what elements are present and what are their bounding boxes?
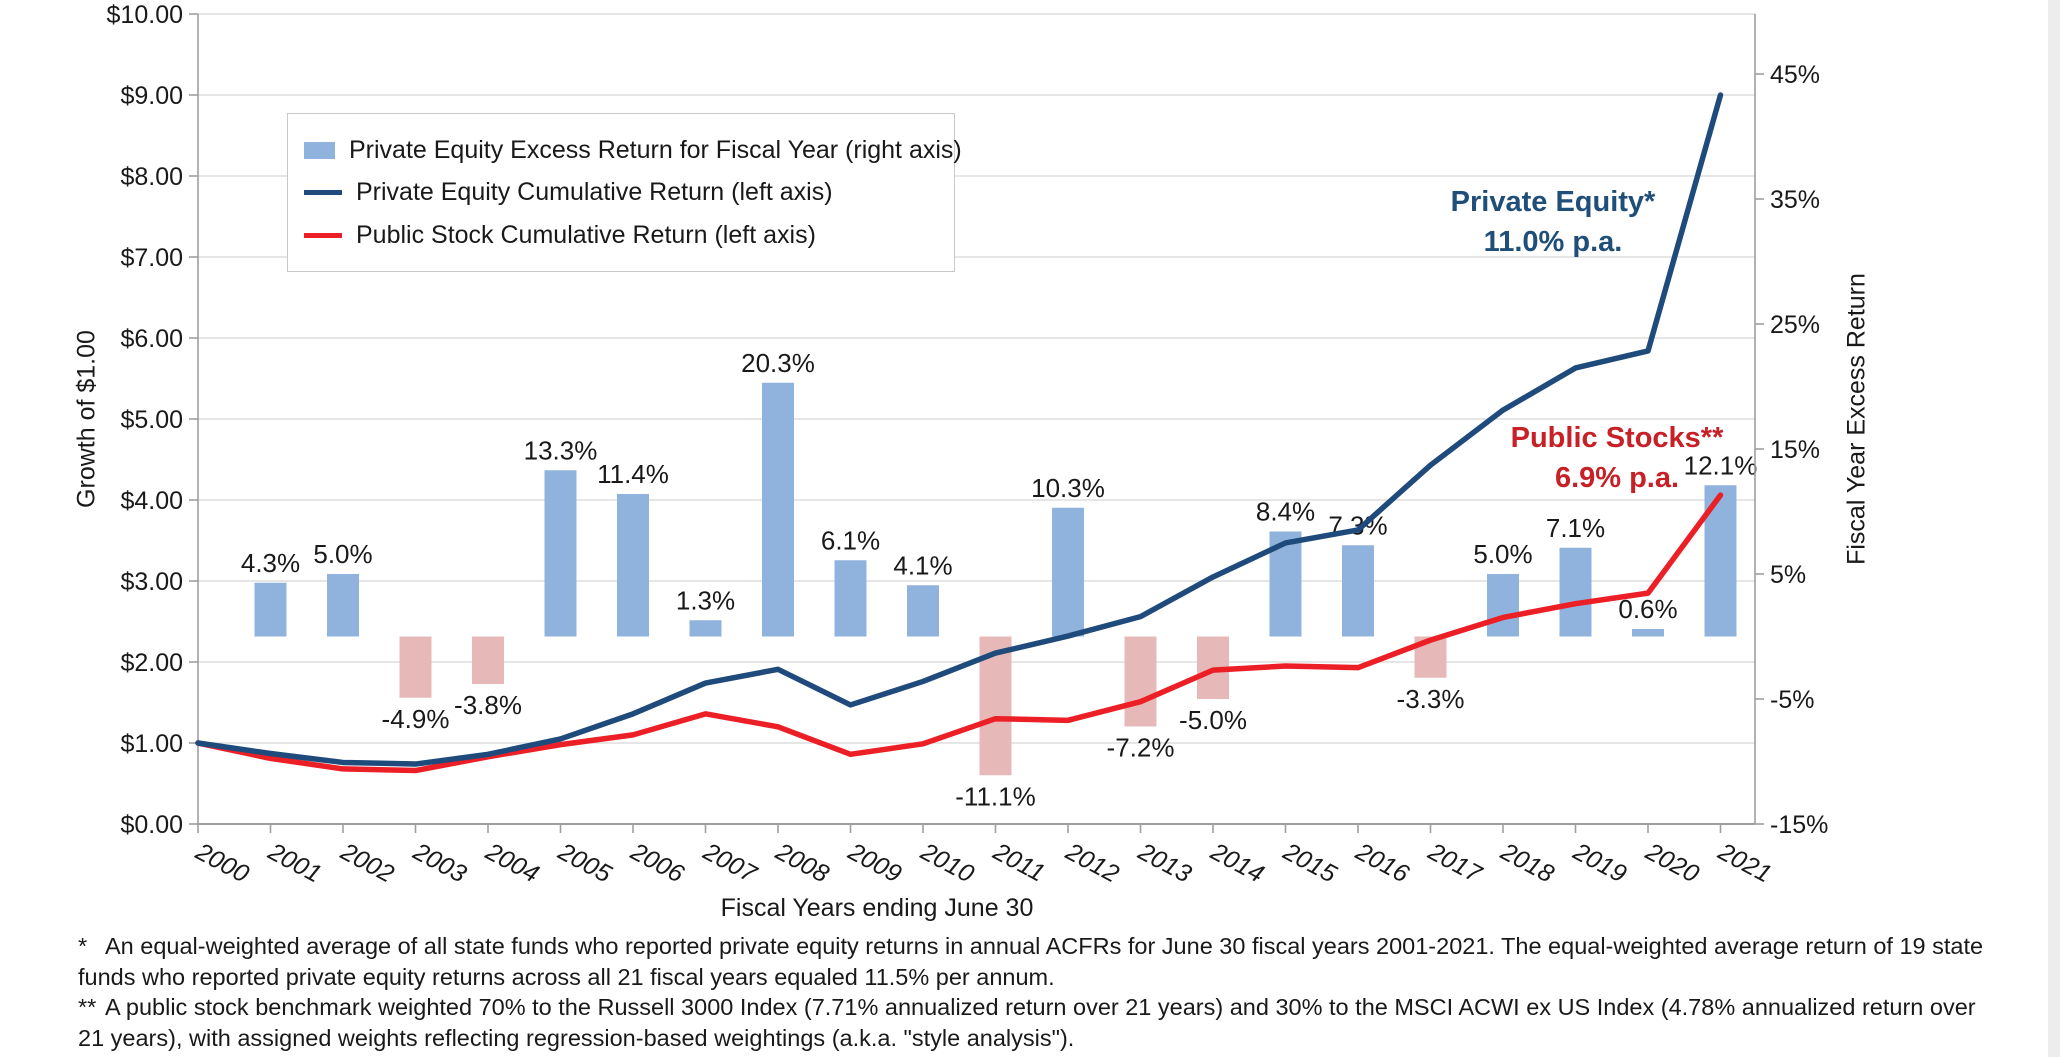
svg-text:2003: 2003	[408, 837, 471, 889]
svg-text:35%: 35%	[1770, 186, 1821, 214]
annotation-line: Private Equity*	[1450, 186, 1656, 218]
svg-text:1.3%: 1.3%	[675, 585, 736, 616]
svg-text:$0.00: $0.00	[120, 811, 183, 839]
svg-text:-5.0%: -5.0%	[1179, 705, 1247, 735]
svg-text:0.6%: 0.6%	[1618, 594, 1678, 624]
svg-text:$9.00: $9.00	[120, 82, 183, 110]
svg-text:$4.00: $4.00	[120, 487, 183, 515]
svg-text:20.3%: 20.3%	[741, 347, 815, 378]
svg-text:2002: 2002	[336, 837, 399, 889]
svg-text:-3.8%: -3.8%	[454, 690, 522, 720]
private-equity-annotation	[1451, 182, 1656, 262]
pe-line-swatch-icon	[304, 190, 342, 195]
svg-text:4.3%: 4.3%	[240, 547, 301, 578]
svg-text:2011: 2011	[988, 837, 1050, 888]
svg-text:2006: 2006	[626, 837, 689, 889]
footnote-line	[78, 1023, 1978, 1054]
bar-swatch-icon	[304, 142, 335, 159]
svg-text:$2.00: $2.00	[120, 649, 183, 677]
svg-text:2020: 2020	[1641, 837, 1704, 889]
legend-label: Private Equity Excess Return for Fiscal Year (right axis)	[349, 135, 962, 164]
legend-label: Public Stock Cumulative Return (left axis)	[356, 220, 816, 249]
svg-text:2000: 2000	[191, 837, 254, 889]
footnotes	[78, 931, 1984, 1053]
svg-text:-4.9%: -4.9%	[381, 703, 450, 734]
svg-text:45%: 45%	[1770, 61, 1821, 89]
svg-text:$5.00: $5.00	[120, 406, 183, 434]
svg-text:2012: 2012	[1061, 837, 1124, 889]
svg-text:-5%: -5%	[1770, 686, 1815, 714]
svg-text:$1.00: $1.00	[120, 730, 183, 758]
footnote-marker: *	[78, 933, 88, 959]
stock-line-swatch-icon	[304, 233, 342, 238]
footnote-text: An equal-weighted average of all state funds who reported private equity returns in annual ACFRs for June 30 fiscal years 2001-2021. The equal-weighted average return of 19 state	[105, 933, 1984, 959]
footnote-text: funds who reported private equity returns across all 21 fiscal years equaled 11.5% per annum.	[78, 963, 1055, 990]
svg-text:11.4%: 11.4%	[597, 459, 669, 489]
legend-item-pe-cumulative	[304, 178, 944, 207]
svg-text:2017: 2017	[1423, 837, 1486, 889]
svg-text:2004: 2004	[481, 837, 544, 889]
svg-text:$10.00: $10.00	[106, 1, 183, 29]
svg-text:2019: 2019	[1568, 837, 1631, 889]
svg-text:$7.00: $7.00	[120, 244, 183, 272]
footnote-line	[78, 962, 1978, 993]
left-axis-title: Growth of $1.00	[72, 330, 101, 508]
svg-text:2008: 2008	[771, 837, 834, 889]
svg-text:-3.3%: -3.3%	[1396, 683, 1465, 714]
svg-text:10.3%: 10.3%	[1031, 472, 1105, 503]
svg-text:2001: 2001	[263, 837, 326, 889]
footnote-text: 21 years), with assigned weights reflecting regression-based weightings (a.k.a. "style analysis").	[78, 1024, 1075, 1051]
svg-text:5.0%: 5.0%	[1473, 539, 1533, 569]
svg-text:2015: 2015	[1278, 837, 1341, 889]
svg-text:4.1%: 4.1%	[893, 550, 953, 581]
svg-text:-15%: -15%	[1770, 811, 1829, 839]
svg-text:$8.00: $8.00	[120, 163, 183, 191]
svg-text:15%: 15%	[1770, 436, 1821, 464]
footnote-line	[78, 931, 1984, 962]
svg-text:5.0%: 5.0%	[313, 539, 373, 569]
svg-text:6.1%: 6.1%	[820, 525, 881, 556]
svg-text:2010: 2010	[916, 837, 979, 889]
svg-text:2009: 2009	[843, 837, 906, 889]
svg-text:2016: 2016	[1351, 837, 1414, 889]
svg-text:2018: 2018	[1496, 837, 1559, 889]
annotation-line: 11.0% p.a.	[1483, 226, 1623, 258]
svg-text:25%: 25%	[1770, 311, 1821, 339]
page-edge-strip	[2048, 0, 2060, 1057]
legend-label: Private Equity Cumulative Return (left axis)	[356, 178, 833, 206]
annotation-line: 6.9% p.a.	[1554, 462, 1680, 494]
svg-text:8.4%: 8.4%	[1255, 496, 1316, 527]
footnote-text: A public stock benchmark weighted 70% to the Russell 3000 Index (7.71% annualized return over 21 years) and 30% to the MSCI ACWI ex US Index (4.78% annualized return over	[105, 994, 1976, 1021]
public-stocks-annotation	[1511, 418, 1724, 498]
svg-text:$6.00: $6.00	[120, 325, 183, 353]
svg-text:$3.00: $3.00	[120, 568, 183, 596]
svg-text:-11.1%: -11.1%	[955, 781, 1036, 812]
svg-text:-7.2%: -7.2%	[1106, 732, 1175, 763]
svg-text:2021: 2021	[1713, 837, 1776, 889]
right-axis-title: Fiscal Year Excess Return	[1842, 273, 1871, 565]
x-axis-title: Fiscal Years ending June 30	[720, 894, 1034, 922]
footnote-line	[78, 992, 1978, 1023]
footnote-marker: **	[78, 994, 97, 1021]
legend-item-excess-return	[304, 135, 962, 165]
svg-text:2005: 2005	[553, 837, 616, 889]
svg-text:5%: 5%	[1770, 561, 1807, 589]
legend-item-stock-cumulative	[304, 221, 944, 250]
svg-text:7.1%: 7.1%	[1545, 512, 1606, 543]
svg-text:7.3%: 7.3%	[1328, 510, 1388, 541]
annotation-line: Public Stocks**	[1510, 422, 1724, 454]
chart-legend	[287, 113, 962, 272]
svg-text:12.1%: 12.1%	[1683, 450, 1758, 481]
svg-text:2013: 2013	[1133, 837, 1196, 889]
svg-text:2014: 2014	[1206, 837, 1269, 889]
svg-text:13.3%: 13.3%	[523, 435, 598, 466]
svg-text:2007: 2007	[698, 837, 761, 889]
